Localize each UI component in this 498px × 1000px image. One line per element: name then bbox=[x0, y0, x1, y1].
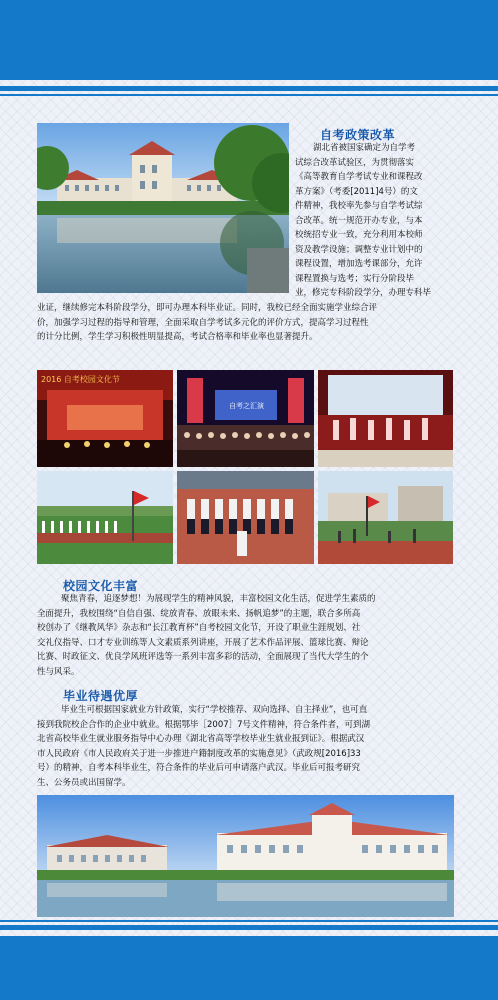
culture-heading: 校园文化丰富 bbox=[63, 579, 139, 593]
dance-performance-photo bbox=[318, 370, 453, 467]
top-blue-band bbox=[0, 0, 498, 80]
bottom-stripe bbox=[0, 925, 498, 930]
stage-performance-photo bbox=[37, 370, 173, 467]
stage-top-banner-text: 2016 自考校园文化节 bbox=[41, 375, 120, 384]
bottom-thin-stripe bbox=[0, 920, 498, 922]
sports-march-photo bbox=[37, 471, 173, 564]
employment-heading: 毕业待遇优厚 bbox=[63, 689, 139, 703]
culture-text: 聚焦青春，追逐梦想！为展现学生的精神风貌，丰富校园文化生活，促进学生素质的 全面提升，我校围绕“自信自强、绽放青春、放眼未来、扬帆追梦”的主题，联合多所高 校创办了《继教风华》杂志和“长江教育杯”自考校园文化节，开设了职业生涯规划、社 交礼仪指导、口才专业训练等人文素质系列讲座，开展了艺术作品评展、篮球比赛、辩论 比赛、时政征文、优良学风班评选等一系列丰富多彩的活动，全面展现了当代大学生的个 性与风采。 bbox=[37, 594, 376, 677]
stage-screen-text: 自考之汇演 bbox=[229, 402, 264, 410]
reform-text-right: 湖北省被国家确定为自学考 试综合改革试验区，为贯彻落实 《高等教育自学考试专业和课程改 革方案》（考委[2011]4号）的文 件精神，我校率先参与自学考试综 合改革。统一规范开办专业，与本 校统招专业一致，充分利用本校师 资及教学设施；调整专业计划中的 课程设置，增加选考课部分，允许 课程置换与选考；实行分阶段毕 业，修完专科阶段学分，办理专科毕 bbox=[295, 143, 432, 298]
bottom-blue-band bbox=[0, 936, 498, 1000]
reform-text-full: 业证，继续修完本科阶段学分，即可办理本科毕业证。同时，我校已经全面实施学业综合评 价，加强学习过程的指导和管理，全面采取自学考试多元化的评价方式，提高学习过程性 的计分比例，学生学习积极性明显提高，考试合格率和毕业率也显著提升。 bbox=[37, 303, 378, 342]
top-stripe bbox=[0, 86, 498, 91]
sports-ground-photo bbox=[318, 471, 453, 564]
show-stage-photo bbox=[177, 370, 314, 467]
campus-lake-photo bbox=[37, 123, 289, 293]
parade-formation-photo bbox=[177, 471, 314, 564]
employment-text: 毕业生可根据国家就业方针政策，实行“学校推荐、双向选择、自主择业”，也可直 接到我院校企合作的企业中就业。根据鄂毕［2007］7号文件精神，符合条件者，可到湖 北省高校毕业生就业服务指导中心办理《湖北省高等学校毕业生就业报到证》。根据武汉 市人民政府《市人民政府关于进一步推进户籍制度改革的实施意见》（武政规[2016]33 号）的精神，自考本科毕业生，符合条件的毕业后可申请落户武汉。毕业后可报考研究 生、公务员或出国留学。 bbox=[37, 705, 371, 788]
reform-heading: 自考政策改革 bbox=[320, 128, 396, 142]
top-thin-stripe bbox=[0, 94, 498, 96]
campus-panorama-photo bbox=[37, 795, 454, 917]
